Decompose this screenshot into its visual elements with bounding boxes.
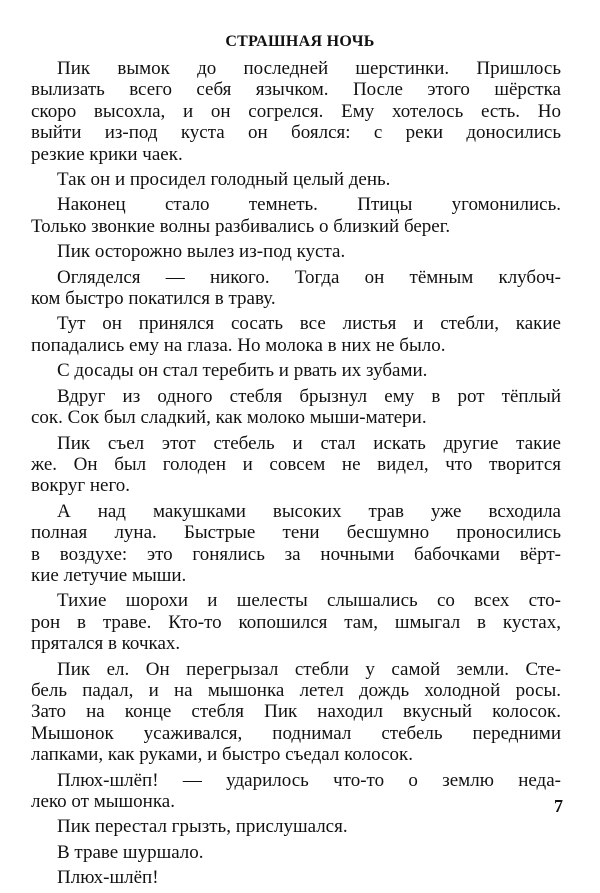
text-line: А над макушками высоких трав уже всходила [57, 500, 561, 522]
text-line: Тихие шорохи и шелесты слышались со всех сто- [57, 590, 561, 612]
paragraph [31, 360, 561, 381]
paragraph [31, 386, 561, 429]
text-line: Пик съел этот стебель и стал искать другие такие [57, 432, 561, 454]
text-line: скоро высохла, и он согрелся. Ему хотелось есть. Но [31, 100, 561, 122]
text-line: Огляделся — никого. Тогда он тёмным клубоч- [57, 266, 561, 288]
text-line: лапками, как руками, и быстро съедал колосок. [31, 744, 413, 766]
text-line: Плюх-шлёп! — ударилось что-то о землю неда- [57, 769, 561, 791]
text-line: Мышонок усаживался, поднимал стебель передними [31, 722, 561, 744]
text-line: С досады он стал теребить и рвать их зубами. [57, 360, 428, 382]
chapter-title: СТРАШНАЯ НОЧЬ [225, 33, 375, 50]
paragraph [31, 501, 561, 587]
text-line: вылизать всего себя язычком. После этого шёрстка [31, 79, 561, 101]
paragraph [31, 433, 561, 497]
text-line: рон в траве. Кто-то копошился там, шмыгал в кустах, [31, 611, 561, 633]
text-line: бель падал, и на мышонка летел дождь холодной росы. [31, 679, 561, 701]
paragraph [31, 867, 561, 888]
paragraph [31, 816, 561, 837]
text-line: леко от мышонка. [31, 791, 175, 812]
text-line: В траве шуршало. [57, 841, 204, 863]
paragraph [31, 842, 561, 863]
paragraph [31, 58, 561, 165]
text-line: Плюх-шлёп! [57, 867, 159, 889]
paragraph [31, 313, 561, 356]
story-text [31, 58, 561, 893]
text-line: выйти из-под куста он боялся: с реки доносились [31, 122, 561, 144]
text-line: Наконец стало темнеть. Птицы угомонились. [57, 194, 561, 216]
paragraph [31, 659, 561, 766]
text-line: в воздухе: это гонялись за ночными бабочками вёрт- [31, 543, 561, 565]
text-line: Пик ел. Он перегрызал стебли у самой земли. Сте- [57, 658, 561, 680]
paragraph [31, 590, 561, 654]
paragraph [31, 770, 561, 813]
text-line: Пик осторожно вылез из-под куста. [57, 241, 346, 263]
text-line: Так он и просидел голодный целый день. [57, 169, 391, 191]
paragraph [31, 241, 561, 262]
page-number: 7 [554, 796, 563, 816]
text-line: резкие крики чаек. [31, 143, 183, 165]
paragraph [31, 194, 561, 237]
text-line: Вдруг из одного стебля брызнул ему в рот тёплый [57, 385, 561, 407]
text-line: ком быстро покатился в траву. [31, 288, 276, 310]
text-line: попадались ему на глаза. Но молока в них не было. [31, 334, 446, 356]
text-line: прятался в кочках. [31, 633, 181, 655]
text-line: вокруг него. [31, 475, 131, 497]
text-line: Зато на конце стебля Пик находил вкусный колосок. [31, 701, 561, 723]
text-line: сок. Сок был сладкий, как молоко мыши-матери. [31, 407, 427, 429]
text-line: Тут он принялся сосать все листья и стебли, какие [57, 313, 561, 335]
text-line: Пик перестал грызть, прислушался. [57, 816, 348, 838]
text-line: же. Он был голоден и совсем не видел, что творится [31, 453, 561, 475]
text-line: полная луна. Быстрые тени бесшумно проносились [31, 522, 561, 544]
paragraph [31, 169, 561, 190]
text-line: Только звонкие волны разбивались о близкий берег. [31, 215, 451, 237]
text-line: кие летучие мыши. [31, 564, 187, 586]
text-line: Пик вымок до последней шерстинки. Пришлось [57, 58, 561, 79]
paragraph [31, 267, 561, 310]
